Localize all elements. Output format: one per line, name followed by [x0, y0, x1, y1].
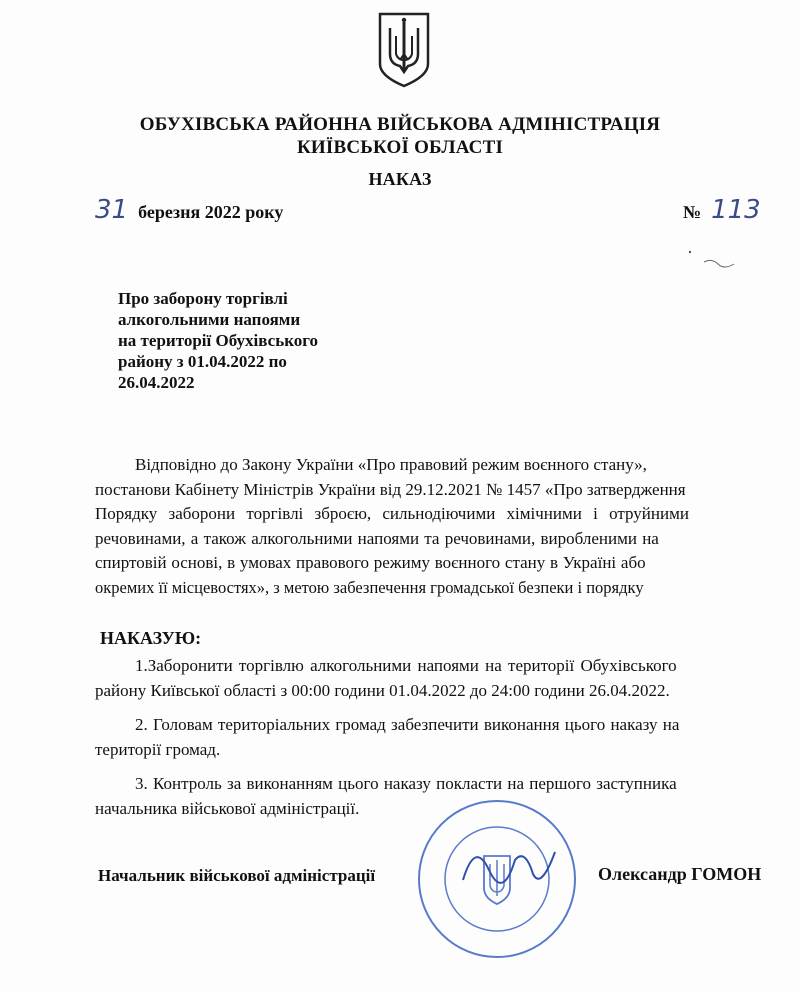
date-line: [95, 195, 283, 225]
document-type: НАКАЗ: [368, 169, 432, 189]
order-item: [95, 654, 778, 703]
preamble-line: спиртовій основі, в умовах правового режиму воєнного стану в Україні або: [95, 553, 646, 572]
subject-line: району з 01.04.2022 по: [118, 352, 287, 371]
signatory-position: Начальник військової адміністрації: [98, 866, 376, 885]
handwritten-signature: [455, 830, 565, 900]
subject-line: алкогольними напоями: [118, 310, 301, 329]
order-item-line: 3. Контроль за виконанням цього наказу покласти на першого заступника: [135, 774, 677, 793]
authority-name-line2: КИЇВСЬКОЇ ОБЛАСТІ: [296, 137, 504, 158]
preamble-line: окремих її місцевостях», з метою забезпечення громадської безпеки і порядку: [95, 577, 644, 597]
order-number-value: 113: [711, 195, 761, 225]
order-item-line: начальника військової адміністрації.: [95, 798, 360, 818]
preamble-line: Порядку заборони торгівлі зброєю, сильнодіючими хімічними і отруйними: [95, 504, 689, 523]
signatory-name: Олександр ГОМОН: [598, 864, 762, 884]
order-word: НАКАЗУЮ:: [100, 628, 202, 648]
coat-of-arms-icon: [376, 10, 432, 88]
preamble-line: постанови Кабінету Міністрів України від 29.12.2021 № 1457 «Про затвердження: [95, 479, 686, 499]
subject-line: Про заборону торгівлі: [118, 289, 288, 308]
order-subject: [118, 288, 378, 393]
order-item-line: 1.Заборонити торгівлю алкогольними напоями на території Обухівського: [135, 656, 677, 675]
date-day: 31: [95, 195, 129, 225]
order-item-line: району Київської області з 00:00 години 01.04.2022 до 24:00 години 26.04.2022.: [95, 680, 670, 700]
authority-name-line1: ОБУХІВСЬКА РАЙОННА ВІЙСЬКОВА АДМІНІСТРАЦІЯ: [139, 114, 661, 135]
date-month-year: березня 2022 року: [138, 202, 284, 222]
subject-line: 26.04.2022: [118, 373, 195, 392]
order-number: [683, 195, 761, 225]
order-item-line: 2. Головам територіальних громад забезпечити виконання цього наказу на: [135, 715, 680, 734]
order-item: [95, 713, 778, 762]
order-number-label: №: [683, 202, 702, 222]
preamble-line: речовинами, а також алкогольними напоями та речовинами, виробленими на: [95, 528, 659, 548]
preamble-line: Відповідно до Закону України «Про правовий режим воєнного стану»,: [135, 455, 647, 474]
registration-mark: [684, 248, 744, 272]
preamble: [95, 453, 778, 600]
subject-line: на території Обухівського: [118, 331, 319, 350]
order-item-line: території громад.: [95, 739, 221, 759]
